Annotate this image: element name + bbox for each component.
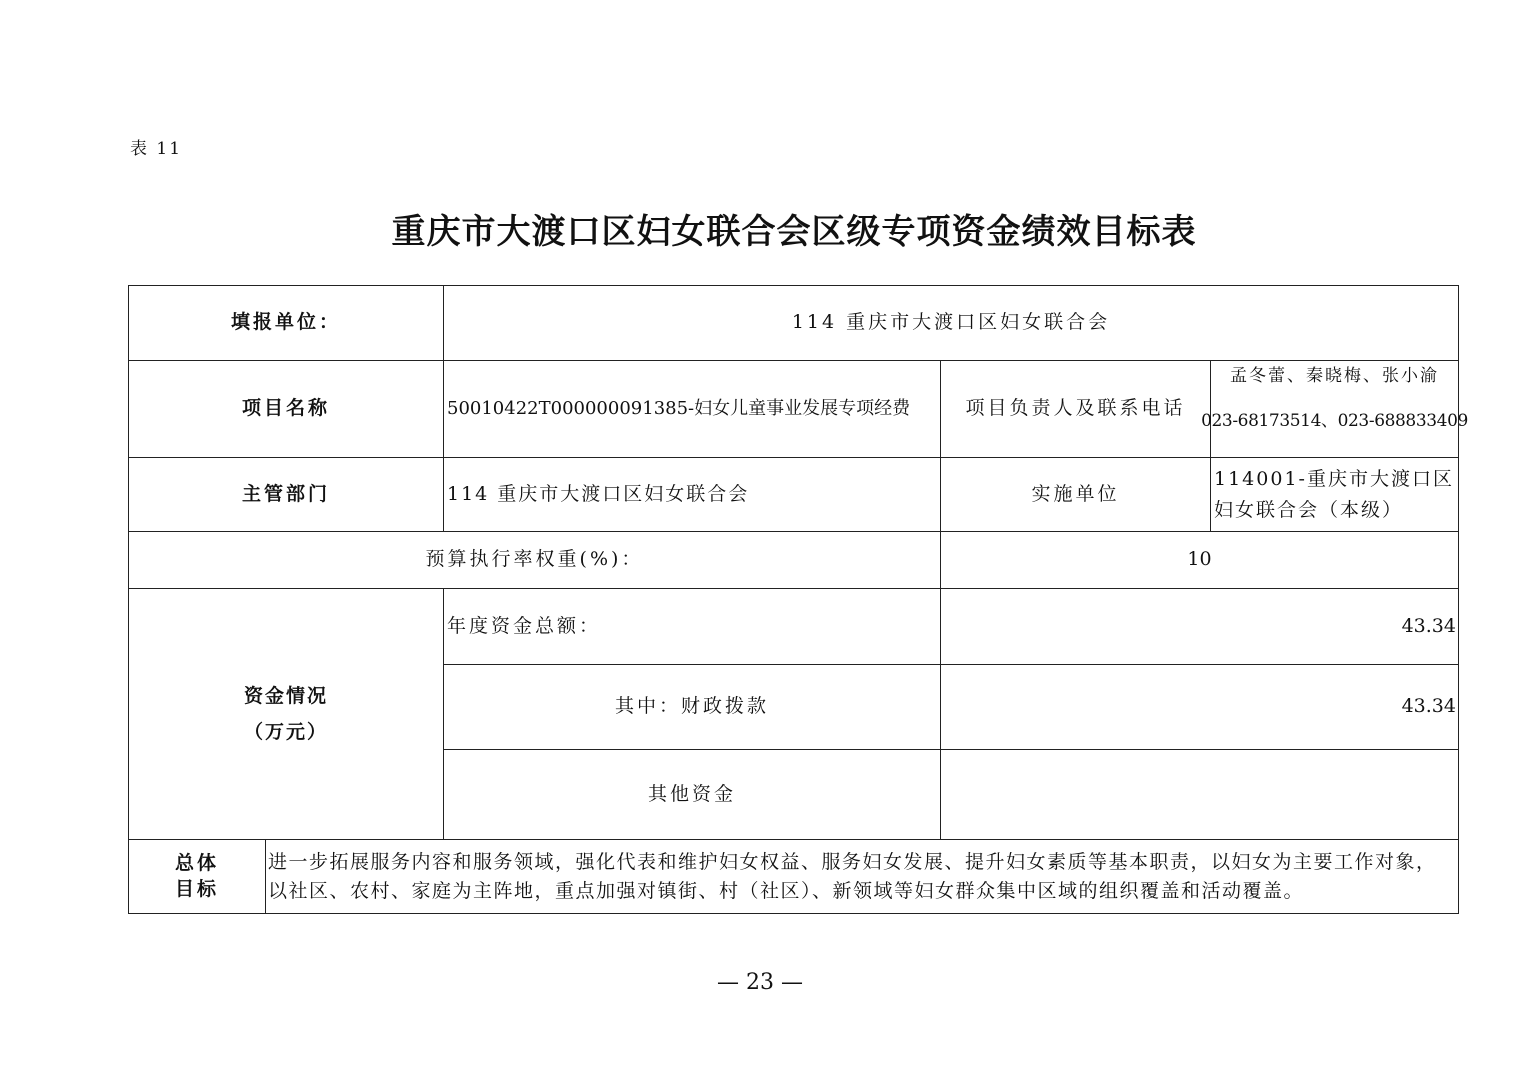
annual-funds-value: 43.34 [940, 588, 1459, 665]
impl-unit-label: 实施单位 [940, 457, 1211, 532]
unit-label: 填报单位： [128, 285, 444, 361]
fiscal-funds-label: 其中：财政拨款 [443, 664, 941, 750]
goal-text: 进一步拓展服务内容和服务领域，强化代表和维护妇女权益、服务妇女发展、提升妇女素质等基本职责，以妇女为主要工作对象，以社区、农村、家庭为主阵地，重点加强对镇街、村（社区）、新领域等妇女群众集中区域的组织覆盖和活动覆盖。 [265, 839, 1459, 914]
fiscal-funds-value: 43.34 [940, 664, 1459, 750]
other-funds-label: 其他资金 [443, 749, 941, 840]
page-number: — 23 — [717, 970, 803, 995]
project-name-value: 50010422T000000091385-妇女儿童事业发展专项经费 [443, 360, 941, 458]
other-funds-value [940, 749, 1459, 840]
dept-value: 114 重庆市大渡口区妇女联合会 [443, 457, 941, 532]
contact-info [1201, 360, 1468, 458]
budget-weight-value: 10 [940, 531, 1459, 589]
budget-weight-label: 预算执行率权重(%)： [128, 531, 941, 589]
funds-label-line2: （万元） [243, 721, 328, 743]
impl-unit-line2: 妇女联合会（本级） [1214, 498, 1404, 521]
goal-label-line1: 总体 [174, 851, 219, 874]
project-name-label: 项目名称 [128, 360, 444, 458]
impl-unit-line1: 114001-重庆市大渡口区 [1214, 468, 1454, 491]
contact-phones: 023-68173514、023-688833409 [1201, 411, 1468, 432]
document-title: 重庆市大渡口区妇女联合会区级专项资金绩效目标表 [391, 212, 1197, 252]
contact-names: 孟冬蕾、秦晓梅、张小渝 [1230, 366, 1439, 386]
annual-funds-label: 年度资金总额： [443, 588, 941, 665]
funds-label-line1: 资金情况 [243, 684, 328, 707]
performance-target-table [128, 285, 1468, 914]
table-number: 表 11 [130, 139, 183, 159]
dept-label: 主管部门 [128, 457, 444, 532]
goal-label-line2: 目标 [174, 877, 219, 900]
impl-unit-value [1210, 457, 1459, 532]
funds-label [128, 588, 444, 840]
goal-label [128, 839, 266, 914]
unit-value: 114 重庆市大渡口区妇女联合会 [443, 285, 1459, 361]
contact-label: 项目负责人及联系电话 [940, 360, 1211, 458]
